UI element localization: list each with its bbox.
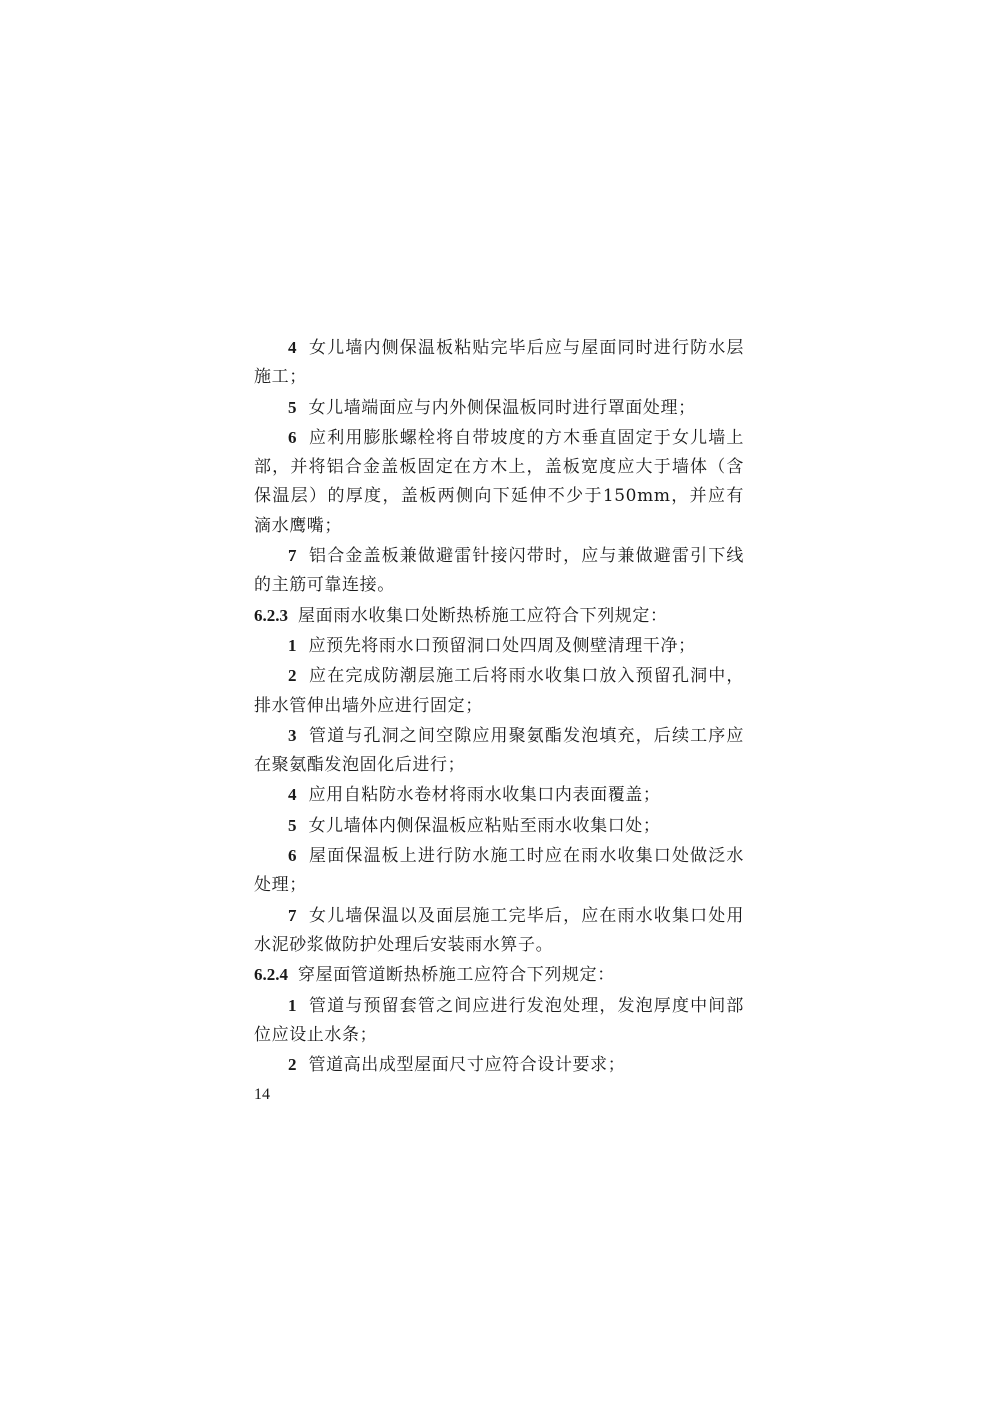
item-text: 应利用膨胀螺栓将自带坡度的方木垂直固定于女儿墙上部，并将铝合金盖板固定在方木上，盖板宽度应大于墙体（含保温层）的厚度，盖板两侧向下延伸不少于150mm，并应有滴水鹰嘴； [254, 427, 744, 536]
item-text: 应预先将雨水口预留洞口处四周及侧壁清理干净； [308, 635, 696, 656]
body-text [254, 333, 744, 1080]
list-item [254, 811, 744, 841]
item-text: 应在完成防潮层施工后将雨水收集口放入预留孔洞中，排水管伸出墙外应进行固定； [254, 666, 744, 716]
item-number: 5 [288, 815, 297, 835]
item-text: 女儿墙保温以及面层施工完毕后，应在雨水收集口处用水泥砂浆做防护处理后安装雨水箅子。 [254, 905, 744, 955]
list-item [254, 991, 744, 1051]
section-heading [254, 601, 744, 631]
list-item [254, 631, 744, 661]
list-item [254, 423, 744, 541]
item-text: 女儿墙端面应与内外侧保温板同时进行罩面处理； [308, 397, 696, 418]
item-text: 铝合金盖板兼做避雷针接闪带时，应与兼做避雷引下线的主筋可靠连接。 [254, 546, 744, 596]
item-text: 女儿墙内侧保温板粘贴完毕后应与屋面同时进行防水层施工； [254, 338, 744, 388]
item-number: 1 [288, 995, 297, 1015]
item-number: 4 [288, 785, 297, 805]
section-heading [254, 960, 744, 990]
list-item [254, 541, 744, 601]
page-number: 14 [254, 1086, 270, 1103]
list-item [254, 901, 744, 961]
item-text: 管道与预留套管之间应进行发泡处理，发泡厚度中间部位应设止水条； [254, 995, 744, 1045]
list-item [254, 333, 744, 393]
item-text: 女儿墙体内侧保温板应粘贴至雨水收集口处； [308, 815, 661, 836]
section-number: 6.2.4 [254, 965, 288, 985]
item-number: 4 [288, 338, 297, 357]
item-number: 2 [288, 666, 297, 686]
section-text: 穿屋面管道断热桥施工应符合下列规定： [298, 965, 615, 986]
item-text: 应用自粘防水卷材将雨水收集口内表面覆盖； [308, 785, 661, 806]
item-number: 5 [288, 397, 297, 417]
item-number: 2 [288, 1055, 297, 1075]
list-item [254, 841, 744, 901]
list-item [254, 1050, 744, 1080]
item-number: 3 [288, 725, 297, 745]
item-text: 管道与孔洞之间空隙应用聚氨酯发泡填充，后续工序应在聚氨酯发泡固化后进行； [254, 725, 744, 776]
list-item [254, 780, 744, 810]
item-number: 7 [288, 546, 297, 566]
section-text: 屋面雨水收集口处断热桥施工应符合下列规定： [298, 605, 668, 626]
item-number: 1 [288, 635, 297, 655]
section-number: 6.2.3 [254, 605, 288, 625]
list-item [254, 661, 744, 721]
item-text: 屋面保温板上进行防水施工时应在雨水收集口处做泛水处理； [254, 846, 744, 896]
item-text: 管道高出成型屋面尺寸应符合设计要求； [308, 1055, 626, 1076]
list-item [254, 721, 744, 781]
item-number: 7 [288, 905, 297, 925]
item-number: 6 [288, 846, 297, 866]
item-number: 6 [288, 427, 297, 447]
list-item [254, 393, 744, 423]
